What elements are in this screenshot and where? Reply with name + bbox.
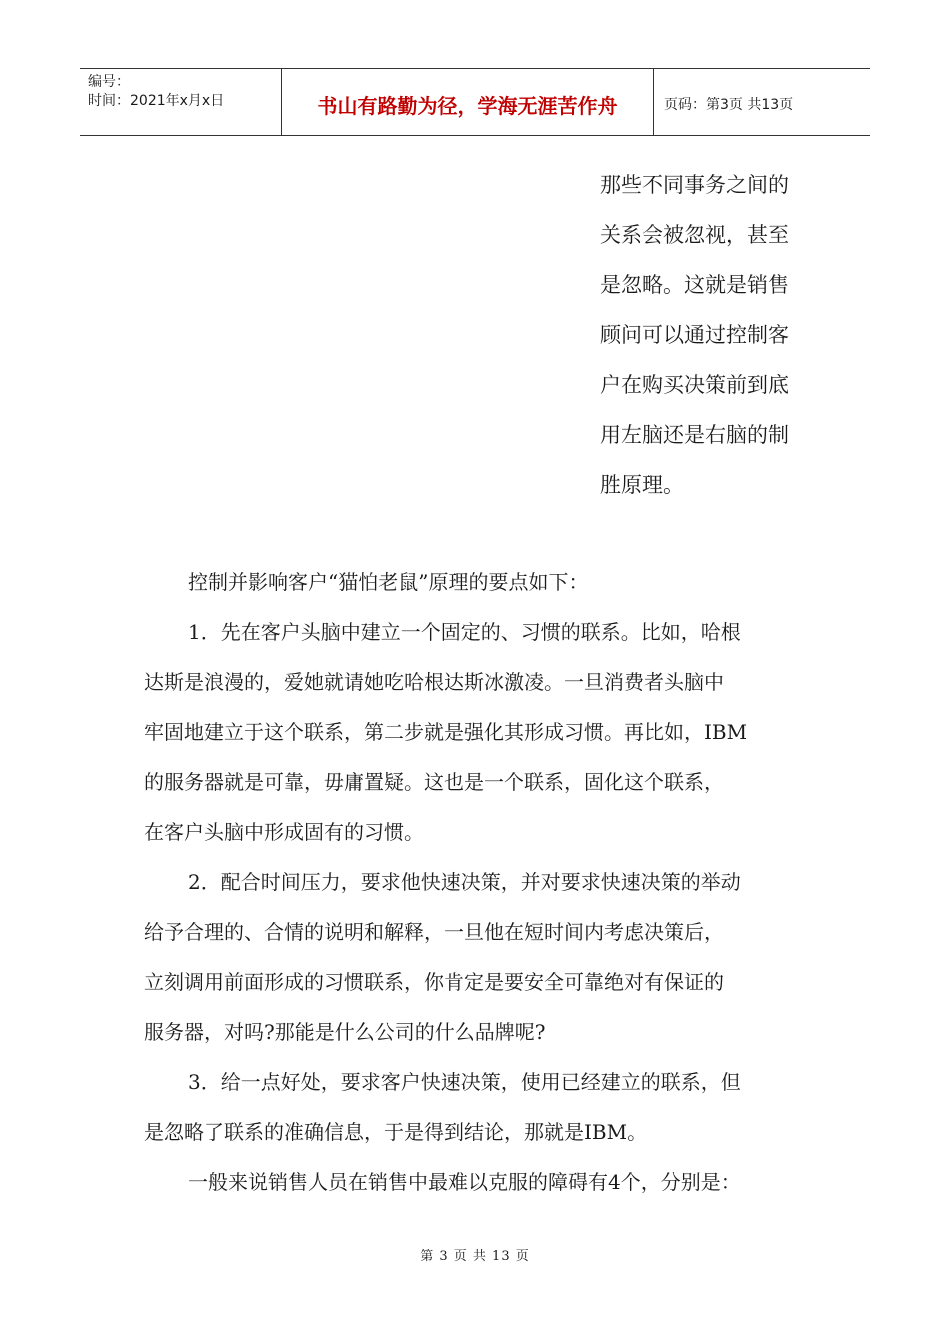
point3-line: 3．给一点好处，要求客户快速决策，使用已经建立的联系，但: [188, 1070, 741, 1094]
side-column-text: [600, 160, 815, 510]
point2-line: 服务器，对吗?那能是什么公司的什么品牌呢?: [144, 1020, 546, 1044]
point2-line: 立刻调用前面形成的习惯联系，你肯定是要安全可靠绝对有保证的: [144, 970, 724, 994]
side-line: 那些不同事务之间的: [600, 173, 789, 197]
side-line: 关系会被忽视，甚至: [600, 223, 789, 247]
header-motto: 书山有路勤为径，学海无涯苦作舟: [282, 69, 654, 135]
header-number-label: 编号：: [88, 74, 130, 90]
main-body: [144, 557, 834, 1207]
point1-line: 1．先在客户头脑中建立一个固定的、习惯的联系。比如，哈根: [188, 620, 741, 644]
point1-line: 在客户头脑中形成固有的习惯。: [144, 820, 424, 844]
header-meta: [80, 69, 282, 135]
header-page-info: 页码：第3页 共13页: [664, 97, 794, 113]
side-line: 用左脑还是右脑的制: [600, 423, 789, 447]
point1-line: 的服务器就是可靠，毋庸置疑。这也是一个联系，固化这个联系，: [144, 770, 724, 794]
side-line: 户在购买决策前到底: [600, 373, 789, 397]
point2-line: 2．配合时间压力，要求他快速决策，并对要求快速决策的举动: [188, 870, 741, 894]
closing-paragraph: 一般来说销售人员在销售中最难以克服的障碍有4个，分别是：: [188, 1170, 741, 1194]
point3-line: 是忽略了联系的准确信息，于是得到结论，那就是IBM。: [144, 1120, 648, 1144]
intro-paragraph: 控制并影响客户“猫怕老鼠”原理的要点如下：: [188, 570, 589, 594]
side-line: 是忽略。这就是销售: [600, 273, 789, 297]
page-footer: 第 3 页 共 13 页: [420, 1249, 530, 1264]
point1-line: 牢固地建立于这个联系，第二步就是强化其形成习惯。再比如，IBM: [144, 720, 748, 744]
header-time-label: 时间：2021年x月x日: [88, 93, 225, 109]
side-line: 顾问可以通过控制客: [600, 323, 789, 347]
point2-line: 给予合理的、合情的说明和解释，一旦他在短时间内考虑决策后，: [144, 920, 724, 944]
side-line: 胜原理。: [600, 473, 684, 497]
page-header: [80, 68, 870, 136]
point1-line: 达斯是浪漫的，爱她就请她吃哈根达斯冰激凌。一旦消费者头脑中: [144, 670, 724, 694]
